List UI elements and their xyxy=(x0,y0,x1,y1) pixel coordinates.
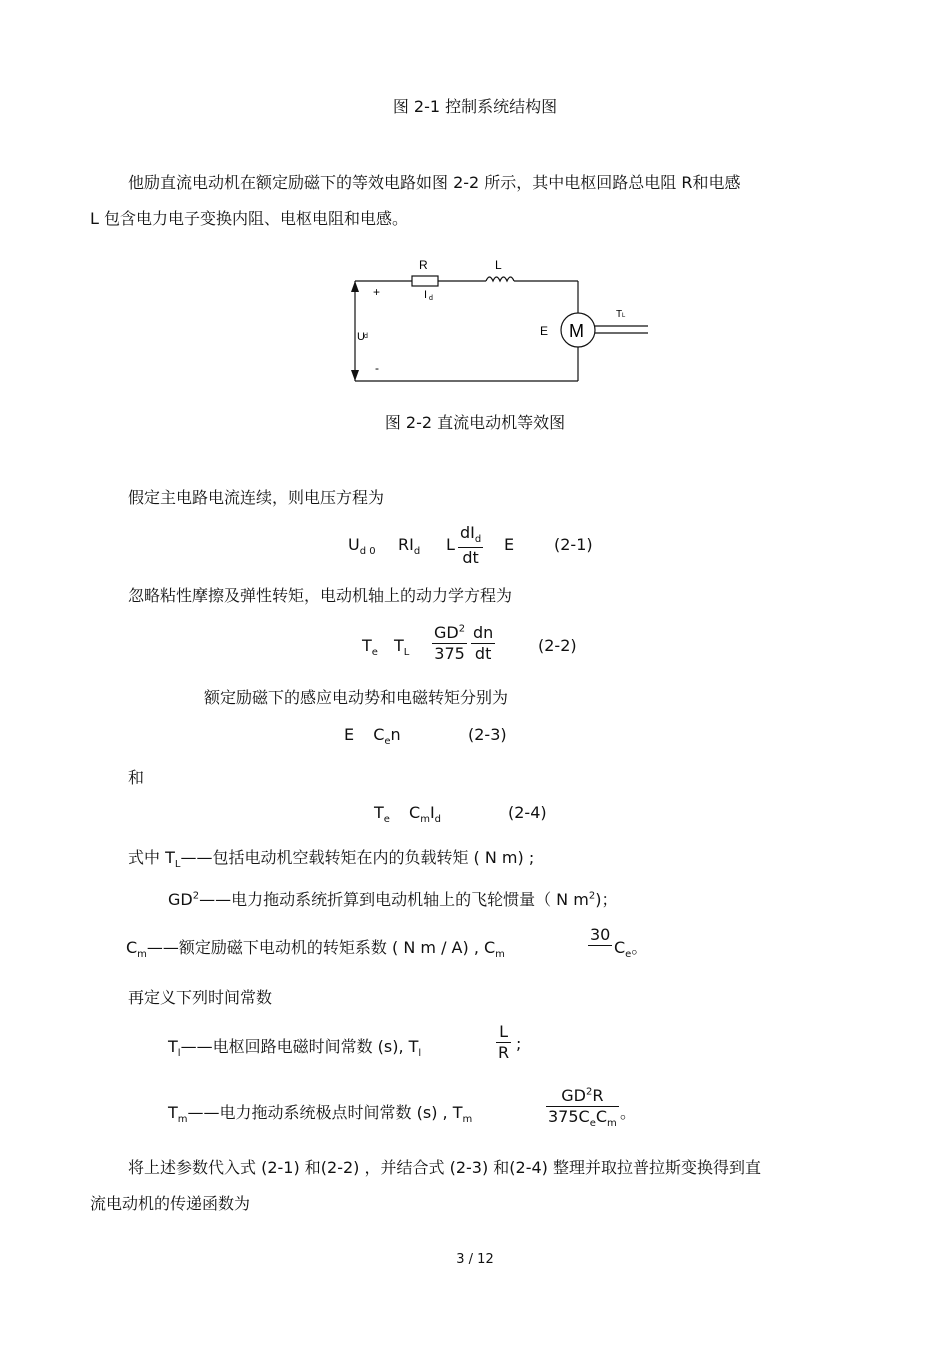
eq2-Te: $T_e$ xyxy=(362,636,378,659)
eq1-E: E xyxy=(504,535,515,554)
eq1-numerator: $dI_d$ xyxy=(458,523,483,548)
definition-load-torque: 式中 $T_L——$包括电动机空载转矩在内的负载转矩 ( N m) ; xyxy=(128,848,535,871)
load-torque-label: T xyxy=(616,309,623,320)
eq2-numerator-2: dn xyxy=(473,623,494,642)
d3-numerator: 30 xyxy=(590,925,611,944)
inductor-label: L xyxy=(495,258,502,272)
eq2-denominator-2: dt xyxy=(474,644,492,663)
arrow-head-down xyxy=(351,370,359,381)
d4-numerator: L xyxy=(496,1022,511,1043)
eq1-U: $U_{d 0}$ xyxy=(348,535,376,558)
eq2-fraction-2 xyxy=(471,623,495,664)
eq2-TL: $T_L$ xyxy=(394,636,410,659)
paragraph-3: 忽略粘性摩擦及弹性转矩，电动机轴上的动力学方程为 xyxy=(128,586,513,605)
eq2-label: (2-2) xyxy=(538,636,577,655)
voltage-label: U xyxy=(357,331,365,343)
d5-fraction xyxy=(546,1086,619,1131)
fig-2-1-caption: 图 2-1 控制系统结构图 xyxy=(392,97,558,116)
d4-fraction xyxy=(496,1022,511,1063)
eq1-denominator: dt xyxy=(462,547,479,567)
equation-2-4 xyxy=(374,803,547,826)
d3-fraction xyxy=(588,925,612,966)
current-label: I xyxy=(424,289,428,301)
resistor-symbol xyxy=(412,276,438,286)
eq1-RI: $RI_d$ xyxy=(398,535,421,558)
page-number: 3 / 12 xyxy=(456,1252,494,1267)
eq3-label: (2-3) xyxy=(468,725,507,744)
fig-2-2-caption: 图 2-2 直流电动机等效图 xyxy=(384,413,566,432)
eq2-fraction-1 xyxy=(432,623,467,664)
emf-label: E xyxy=(540,324,549,338)
eq3-Cn: $C_en$ xyxy=(373,725,401,748)
d5-denominator: $375C_eC_m$ xyxy=(548,1107,617,1130)
eq2-denominator-1: 375 xyxy=(434,644,465,663)
plus-sign: + xyxy=(373,285,381,299)
paragraph-2: 假定主电路电流连续，则电压方程为 xyxy=(128,488,385,507)
dc-motor-circuit-diagram xyxy=(340,252,660,392)
paragraph-6: 再定义下列时间常数 xyxy=(128,988,273,1007)
voltage-subscript: d xyxy=(364,333,368,340)
eq3-E: E xyxy=(344,725,355,744)
equation-2-3 xyxy=(344,725,507,748)
d5-numerator: $GD^2R$ xyxy=(546,1086,619,1107)
current-subscript: d xyxy=(429,295,433,302)
eq4-CI: $C_mI_d$ xyxy=(409,803,442,826)
paragraph-7-line-1: 将上述参数代入式 (2-1) 和(2-2) ，并结合式 (2-3) 和(2-4) 整理并取拉普拉斯变换得到直 xyxy=(128,1158,761,1177)
paragraph-5: 和 xyxy=(128,768,145,787)
paragraph-1-line-2: L 包含电力电子变换内阻、电枢电阻和电感。 xyxy=(90,209,409,228)
eq4-label: (2-4) xyxy=(508,803,547,822)
resistor-label: R xyxy=(419,258,428,272)
paragraph-7-line-2: 流电动机的传递函数为 xyxy=(90,1194,251,1213)
motor-label: M xyxy=(569,321,584,341)
d4-denominator: R xyxy=(498,1043,510,1062)
definition-flywheel-inertia: $GD^2——$电力拖动系统折算到电动机轴上的飞轮惯量（ N $m^2$)； xyxy=(168,890,618,909)
arrow-head-up xyxy=(351,281,359,292)
paragraph-1-line-1: 他励直流电动机在额定励磁下的等效电路如图 2-2 所示，其中电枢回路总电阻 R和电感 xyxy=(128,173,741,192)
eq1-L: L xyxy=(446,535,455,554)
eq2-numerator-1: $GD^2$ xyxy=(434,623,466,642)
inductor-symbol xyxy=(486,277,514,281)
d3-denominator xyxy=(588,946,612,966)
paragraph-4: 额定励磁下的感应电动势和电磁转矩分别为 xyxy=(204,688,509,707)
eq1-label: (2-1) xyxy=(554,535,593,554)
load-torque-subscript: L xyxy=(622,313,626,319)
eq4-Te: $T_e$ xyxy=(374,803,390,826)
eq1-fraction xyxy=(458,523,483,568)
minus-sign: - xyxy=(375,361,379,375)
